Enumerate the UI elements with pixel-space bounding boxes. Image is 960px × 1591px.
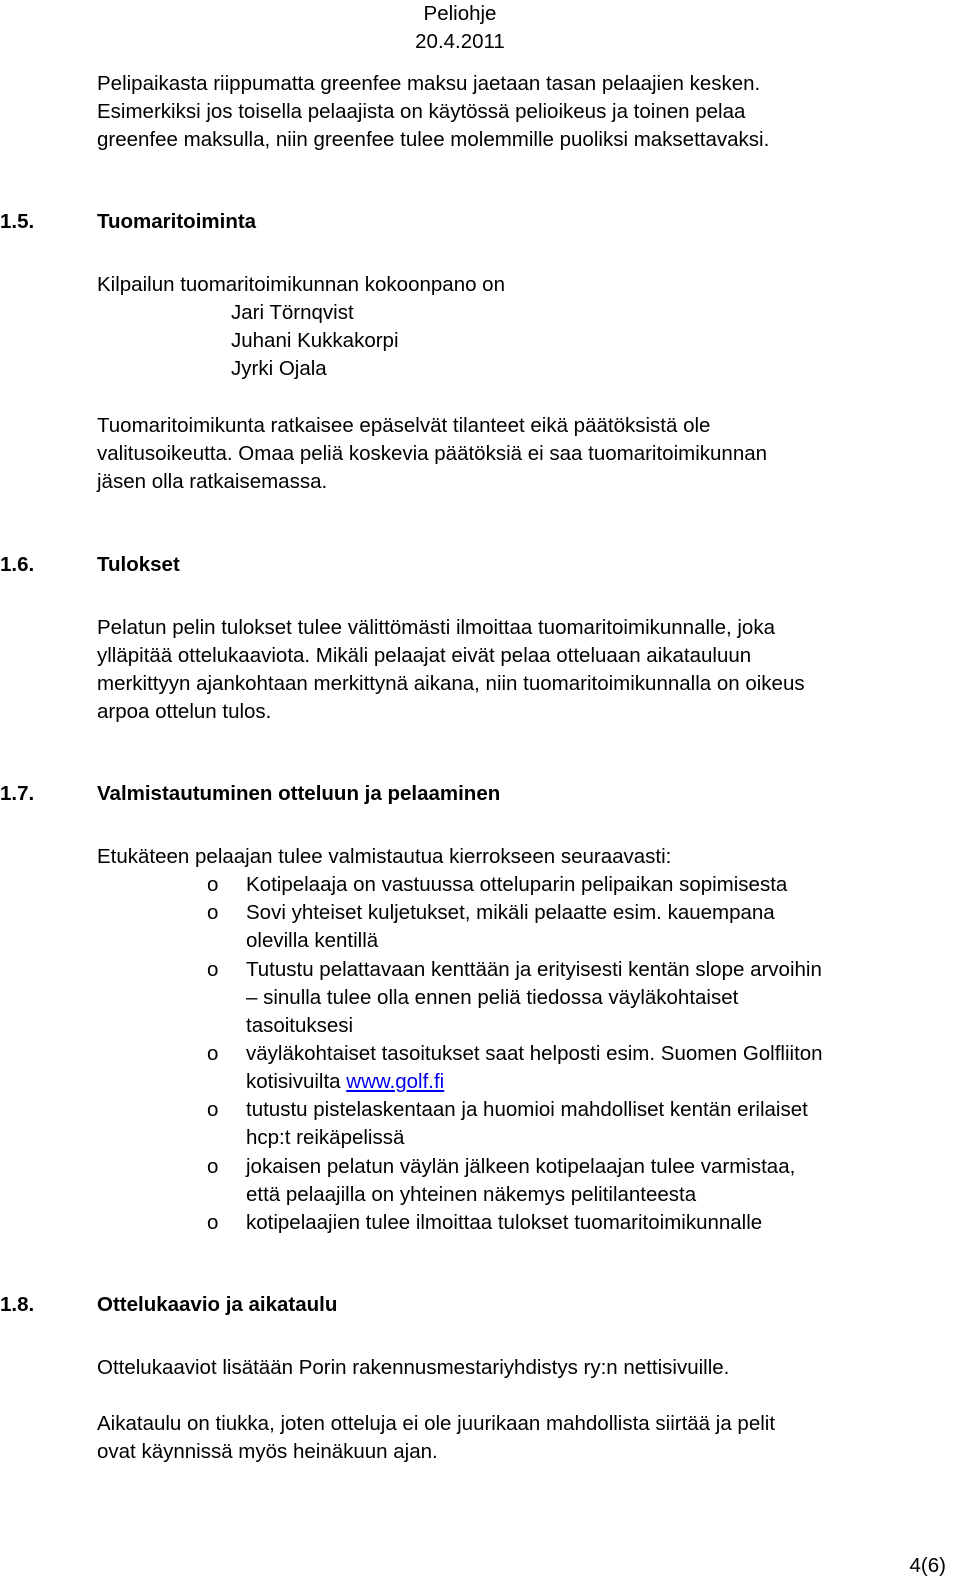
body-line: jäsen olla ratkaisemassa. <box>97 470 328 493</box>
bullet-text: – sinulla tulee olla ennen peliä tiedossa väyläkohtaiset <box>246 986 739 1009</box>
section-number: 1.7. <box>0 782 35 805</box>
bullet-text: että pelaajilla on yhteinen näkemys pelitilanteesta <box>246 1183 697 1206</box>
section-title: Tuomaritoiminta <box>97 210 257 233</box>
bullet-text: kotipelaajien tulee ilmoittaa tulokset tuomaritoimikunnalle <box>246 1211 763 1234</box>
bullet-text: olevilla kentillä <box>246 929 379 952</box>
body-line: valitusoikeutta. Omaa peliä koskevia päätöksiä ei saa tuomaritoimikunnan <box>97 442 768 465</box>
document-title: Peliohje <box>423 2 497 25</box>
section-title: Tulokset <box>97 553 180 576</box>
bullet-text-part: kotisivuilta <box>246 1070 347 1093</box>
body-line: Tuomaritoimikunta ratkaisee epäselvät tilanteet eikä päätöksistä ole <box>97 414 711 437</box>
section-number: 1.6. <box>0 553 35 576</box>
bullet-icon: o <box>207 1211 219 1234</box>
body-line: merkittyyn ajankohtaan merkittynä aikana, niin tuomaritoimikunnalla on oikeus <box>97 672 805 695</box>
section-number: 1.8. <box>0 1293 35 1316</box>
bullet-text: tasoituksesi <box>246 1014 354 1037</box>
body-line: ovat käynnissä myös heinäkuun ajan. <box>97 1440 438 1463</box>
section-title: Ottelukaavio ja aikataulu <box>97 1293 338 1316</box>
bullet-icon: o <box>207 1042 219 1065</box>
body-line: Aikataulu on tiukka, joten otteluja ei ole juurikaan mahdollista siirtää ja pelit <box>97 1412 776 1435</box>
member-name: Jari Törnqvist <box>231 301 354 324</box>
section-number: 1.5. <box>0 210 35 233</box>
bullet-icon: o <box>207 901 219 924</box>
bullet-icon: o <box>207 1098 219 1121</box>
bullet-text: Sovi yhteiset kuljetukset, mikäli pelaatte esim. kauempana <box>246 901 775 924</box>
body-line: arpoa ottelun tulos. <box>97 700 272 723</box>
golf-fi-link[interactable]: www.golf.fi <box>346 1070 445 1093</box>
bullet-text <box>246 1068 444 1097</box>
bullet-text: hcp:t reikäpelissä <box>246 1126 405 1149</box>
body-line: Pelatun pelin tulokset tulee välittömästi ilmoittaa tuomaritoimikunnalle, joka <box>97 616 775 639</box>
member-name: Juhani Kukkakorpi <box>231 329 399 352</box>
bullet-icon: o <box>207 1155 219 1178</box>
page-number: 4(6) <box>909 1554 946 1577</box>
document-date: 20.4.2011 <box>415 30 505 53</box>
bullet-text: tutustu pistelaskentaan ja huomioi mahdolliset kentän erilaiset <box>246 1098 808 1121</box>
section-lead: Etukäteen pelaajan tulee valmistautua kierrokseen seuraavasti: <box>97 845 672 868</box>
bullet-text: väyläkohtaiset tasoitukset saat helposti esim. Suomen Golfliiton <box>246 1042 823 1065</box>
intro-line: greenfee maksulla, niin greenfee tulee molemmille puoliksi maksettavaksi. <box>97 128 770 151</box>
bullet-text: Tutustu pelattavaan kenttään ja erityisesti kentän slope arvoihin <box>246 958 822 981</box>
bullet-icon: o <box>207 958 219 981</box>
bullet-text: jokaisen pelatun väylän jälkeen kotipelaajan tulee varmistaa, <box>246 1155 796 1178</box>
bullet-icon: o <box>207 873 219 896</box>
section-title: Valmistautuminen otteluun ja pelaaminen <box>97 782 501 805</box>
body-line: Ottelukaaviot lisätään Porin rakennusmestariyhdistys ry:n nettisivuille. <box>97 1356 730 1379</box>
body-line: ylläpitää ottelukaaviota. Mikäli pelaajat eivät pelaa otteluaan aikatauluun <box>97 644 752 667</box>
member-name: Jyrki Ojala <box>231 357 327 380</box>
bullet-text: Kotipelaaja on vastuussa otteluparin pelipaikan sopimisesta <box>246 873 788 896</box>
section-lead: Kilpailun tuomaritoimikunnan kokoonpano on <box>97 273 505 296</box>
intro-line: Esimerkiksi jos toisella pelaajista on käytössä pelioikeus ja toinen pelaa <box>97 100 746 123</box>
intro-line: Pelipaikasta riippumatta greenfee maksu jaetaan tasan pelaajien kesken. <box>97 72 761 95</box>
